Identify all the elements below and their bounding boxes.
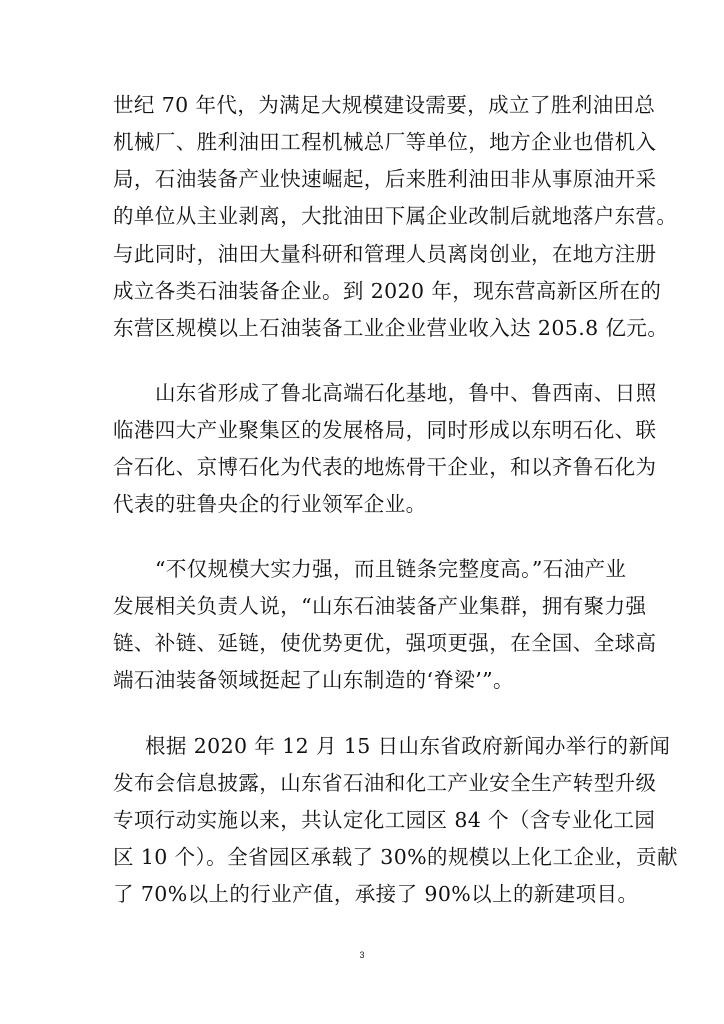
text-line: 成立各类石油装备企业。到 2020 年，现东营高新区所在的 <box>113 279 662 303</box>
text-line: 了 70%以上的行业产值，承接了 90%以上的新建项目。 <box>113 882 639 906</box>
text-line: 与此同时，油田大量科研和管理人员离岗创业，在地方注册 <box>113 242 657 266</box>
text-line: 区 10 个）。全省园区承载了 30%的规模以上化工企业，贡献 <box>113 845 678 869</box>
text-line: 合石化、京博石化为代表的地炼骨干企业，和以齐鲁石化为 <box>113 455 657 479</box>
text-line: 局，石油装备产业快速崛起，后来胜利油田非从事原油开采 <box>113 167 657 191</box>
text-line: 的单位从主业剥离，大批油田下属企业改制后就地落户东营。 <box>113 204 678 228</box>
text-line: 山东省形成了鲁北高端石化基地，鲁中、鲁西南、日照 <box>155 381 657 405</box>
text-line: 端石油装备领域挺起了山东制造的‘脊梁’”。 <box>113 668 514 692</box>
text-line: 发布会信息披露，山东省石油和化工产业安全生产转型升级 <box>113 771 657 795</box>
text-line: 临港四大产业聚集区的发展格局，同时形成以东明石化、联 <box>113 418 657 442</box>
page-number: 3 <box>359 950 365 960</box>
text-line: 根据 2020 年 12 月 15 日山东省政府新闻办举行的新闻 <box>145 734 671 758</box>
text-line: 发展相关负责人说，“山东石油装备产业集群，拥有聚力强 <box>113 594 647 618</box>
text-line: 专项行动实施以来，共认定化工园区 84 个（含专业化工园 <box>113 808 656 832</box>
text-line: 东营区规模以上石油装备工业企业营业收入达 205.8 亿元。 <box>113 316 669 340</box>
text-line: 链、补链、延链，使优势更优，强项更强，在全国、全球高 <box>113 631 657 655</box>
text-line: 机械厂、胜利油田工程机械总厂等单位，地方企业也借机入 <box>113 130 657 154</box>
text-line: “不仅规模大实力强，而且链条完整度高。”石油产业 <box>155 557 627 581</box>
text-line: 代表的驻鲁央企的行业领军企业。 <box>113 492 427 516</box>
text-line: 世纪 70 年代，为满足大规模建设需要，成立了胜利油田总 <box>113 93 656 117</box>
